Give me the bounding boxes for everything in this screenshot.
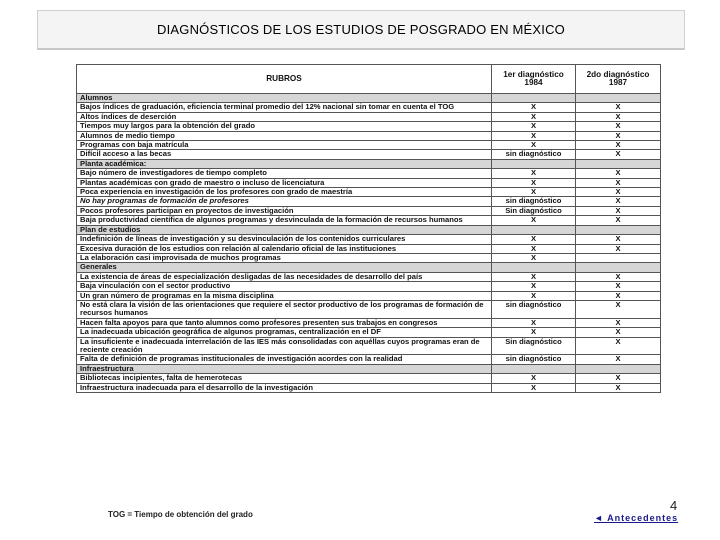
table-row: [77, 282, 661, 291]
diag-1987-cell: X: [576, 112, 661, 121]
diag-1987-cell: X: [576, 197, 661, 206]
diag-1984-cell: X: [492, 178, 576, 187]
back-link-antecedentes[interactable]: ◄ Antecedentes: [594, 513, 679, 523]
section-label: Plan de estudios: [77, 225, 492, 234]
diag-1984-cell: X: [492, 253, 576, 262]
diag-1984-cell: X: [492, 272, 576, 281]
rubro-cell: Baja vinculación con el sector productivo: [77, 282, 492, 291]
diag-1987-cell: X: [576, 300, 661, 318]
diag-1984-cell: X: [492, 244, 576, 253]
section-label: Generales: [77, 263, 492, 272]
rubro-cell: La inadecuada ubicación geográfica de algunos programas, centralización en el DF: [77, 328, 492, 337]
table-row: [77, 150, 661, 159]
diag-1987-cell: X: [576, 188, 661, 197]
diag-1984-cell: X: [492, 122, 576, 131]
diag-1987-cell: X: [576, 169, 661, 178]
diag-1984-cell: Sin diagnóstico: [492, 337, 576, 355]
diag-1984-cell: X: [492, 141, 576, 150]
diag-1984-cell: sin diagnóstico: [492, 300, 576, 318]
footnote: TOG = Tiempo de obtención del grado: [108, 510, 253, 519]
diag-1984-cell: X: [492, 131, 576, 140]
table-header-row: [77, 65, 661, 94]
diag-1984-cell: X: [492, 374, 576, 383]
diag-1987-cell: X: [576, 328, 661, 337]
diag-1984-cell: X: [492, 216, 576, 225]
rubro-cell: Hacen falta apoyos para que tanto alumnos como profesores presenten sus trabajos en congresos: [77, 318, 492, 327]
diag-1987-cell: X: [576, 141, 661, 150]
diag-1984-cell: X: [492, 291, 576, 300]
diag-1987-cell: X: [576, 131, 661, 140]
diag-1984-cell: Sin diagnóstico: [492, 206, 576, 215]
diag-1987-cell: X: [576, 150, 661, 159]
header-rubros: RUBROS: [77, 65, 492, 94]
diag-1987-cell: X: [576, 318, 661, 327]
diag-1987-cell: [576, 263, 661, 272]
rubro-cell: Plantas académicas con grado de maestro o incluso de licenciatura: [77, 178, 492, 187]
diag-1984-cell: X: [492, 112, 576, 121]
diag-1984-cell: [492, 263, 576, 272]
table-body: [77, 94, 661, 393]
title-banner: [37, 10, 685, 50]
rubro-cell: La insuficiente e inadecuada interrelación de las IES más consolidadas con aquéllas cuyos programas eran de reciente creación: [77, 337, 492, 355]
header-diag-1984: 1er diagnóstico 1984: [492, 65, 576, 94]
rubro-cell: Tiempos muy largos para la obtención del grado: [77, 122, 492, 131]
page-number: 4: [670, 498, 678, 513]
diagnostics-table-container: [76, 64, 660, 393]
table-row: [77, 253, 661, 262]
rubro-cell: Programas con baja matrícula: [77, 141, 492, 150]
diag-1984-cell: X: [492, 318, 576, 327]
diag-1984-cell: sin diagnóstico: [492, 150, 576, 159]
diag-1987-cell: X: [576, 374, 661, 383]
diag-1984-cell: X: [492, 383, 576, 392]
table-row: [77, 337, 661, 355]
rubro-cell: Indefinición de líneas de investigación y su desvinculación de los contenidos curriculares: [77, 235, 492, 244]
diag-1984-cell: sin diagnóstico: [492, 197, 576, 206]
table-row: [77, 328, 661, 337]
table-row: [77, 197, 661, 206]
diag-1987-cell: X: [576, 337, 661, 355]
page-title: DIAGNÓSTICOS DE LOS ESTUDIOS DE POSGRADO EN MÉXICO: [156, 22, 565, 37]
table-row: [77, 244, 661, 253]
diag-1987-cell: X: [576, 272, 661, 281]
table-row: [77, 103, 661, 112]
rubro-cell: Bajos índices de graduación, eficiencia terminal promedio del 12% nacional sin tomar en cuenta el TOG: [77, 103, 492, 112]
rubro-cell: Un gran número de programas en la misma disciplina: [77, 291, 492, 300]
rubro-cell: Alumnos de medio tiempo: [77, 131, 492, 140]
table-row: [77, 383, 661, 392]
rubro-cell: Difícil acceso a las becas: [77, 150, 492, 159]
rubro-cell: La elaboración casi improvisada de muchos programas: [77, 253, 492, 262]
table-row: [77, 355, 661, 364]
diag-1987-cell: X: [576, 103, 661, 112]
rubro-cell: Infraestructura inadecuada para el desarrollo de la investigación: [77, 383, 492, 392]
diag-1987-cell: X: [576, 244, 661, 253]
diag-1987-cell: X: [576, 383, 661, 392]
diag-1984-cell: X: [492, 169, 576, 178]
diag-1987-cell: [576, 253, 661, 262]
diag-1987-cell: X: [576, 235, 661, 244]
table-row: [77, 216, 661, 225]
rubro-cell: No está clara la visión de las orientaciones que requiere el sector productivo de los programas de formación de recursos humanos: [77, 300, 492, 318]
diag-1984-cell: X: [492, 328, 576, 337]
diagnostics-table: [76, 64, 661, 393]
diag-1984-cell: X: [492, 103, 576, 112]
section-row: [77, 263, 661, 272]
rubro-cell: Altos índices de deserción: [77, 112, 492, 121]
section-label: Planta académica:: [77, 159, 492, 168]
diag-1984-cell: X: [492, 188, 576, 197]
table-row: [77, 374, 661, 383]
rubro-cell: Pocos profesores participan en proyectos de investigación: [77, 206, 492, 215]
diag-1987-cell: X: [576, 216, 661, 225]
diag-1987-cell: X: [576, 122, 661, 131]
section-label: Infraestructura: [77, 364, 492, 373]
diag-1984-cell: X: [492, 235, 576, 244]
diag-1987-cell: X: [576, 178, 661, 187]
rubro-cell: La existencia de áreas de especialización desligadas de las necesidades de desarrollo del país: [77, 272, 492, 281]
table-row: [77, 235, 661, 244]
diag-1984-cell: sin diagnóstico: [492, 355, 576, 364]
rubro-cell: Poca experiencia en investigación de los profesores con grado de maestría: [77, 188, 492, 197]
header-diag-1987: 2do diagnóstico 1987: [576, 65, 661, 94]
table-row: [77, 122, 661, 131]
section-label: Alumnos: [77, 94, 492, 103]
diag-1987-cell: X: [576, 291, 661, 300]
diag-1987-cell: X: [576, 206, 661, 215]
rubro-cell: Bajo número de investigadores de tiempo completo: [77, 169, 492, 178]
diag-1984-cell: X: [492, 282, 576, 291]
diag-1987-cell: X: [576, 282, 661, 291]
rubro-cell: Falta de definición de programas institucionales de investigación acordes con la realidad: [77, 355, 492, 364]
rubro-cell: No hay programas de formación de profesores: [77, 197, 492, 206]
rubro-cell: Bibliotecas incipientes, falta de hemerotecas: [77, 374, 492, 383]
rubro-cell: Excesiva duración de los estudios con relación al calendario oficial de las instituciones: [77, 244, 492, 253]
diag-1987-cell: X: [576, 355, 661, 364]
rubro-cell: Baja productividad científica de algunos programas y desvinculada de la formación de recursos humanos: [77, 216, 492, 225]
table-row: [77, 300, 661, 318]
table-row: [77, 169, 661, 178]
